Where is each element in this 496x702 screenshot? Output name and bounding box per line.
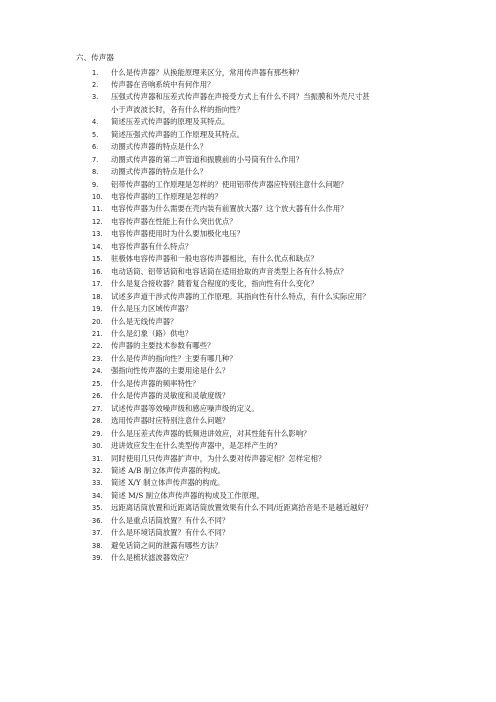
question-text-line: 电动话筒、铝带话筒和电容话筒在适用拾取的声音类型上各有什么特点？ [111, 266, 348, 276]
question-text-line: 简述压强式传声器的工作原理及其特点。 [111, 129, 245, 139]
question-number: 17. [92, 280, 103, 289]
question-item [92, 154, 432, 166]
question-number: 9. [92, 180, 99, 189]
question-item [92, 440, 432, 452]
question-text [111, 67, 432, 79]
question-text [111, 203, 432, 215]
question-number: 39. [92, 554, 103, 563]
question-item [92, 415, 432, 427]
question-number: 13. [92, 230, 103, 239]
question-text [111, 166, 432, 178]
question-number: 8. [92, 168, 99, 177]
question-text [111, 353, 432, 365]
question-text [111, 527, 432, 539]
question-text-line: 什么是重点话筒放置？有什么不同？ [111, 515, 230, 525]
question-text [111, 453, 432, 465]
question-text [111, 241, 432, 253]
question-number: 26. [92, 392, 103, 401]
question-text-line: 电容传声器在性能上有什么突出优点？ [111, 216, 237, 226]
question-item [92, 527, 432, 539]
question-number: 35. [92, 504, 103, 513]
question-text [111, 502, 432, 514]
question-text [111, 540, 432, 552]
question-number: 6. [92, 143, 99, 152]
question-text [111, 278, 432, 290]
question-text [111, 179, 432, 191]
question-text [111, 477, 432, 489]
question-text [111, 465, 432, 477]
question-text [111, 415, 432, 427]
question-number: 3. [92, 93, 99, 102]
question-text [111, 378, 432, 390]
question-item [92, 365, 432, 377]
question-number: 30. [92, 442, 103, 451]
question-text [111, 403, 432, 415]
section-title: 六、传声器 [76, 53, 114, 62]
question-number: 1. [92, 68, 99, 77]
question-item [92, 166, 432, 178]
question-text-line: 简述 X/Y 制立体声传声器的构成。 [111, 478, 225, 488]
question-text [111, 490, 432, 502]
question-text [111, 390, 432, 402]
question-text-line: 远距离话筒放置和近距离话筒放置效果有什么不同/近距离拾音是不是越近越好？ [111, 503, 373, 513]
question-number: 36. [92, 516, 103, 525]
question-item [92, 191, 432, 203]
question-number: 23. [92, 354, 103, 363]
question-item [92, 390, 432, 402]
question-text-line: 电容传声器为什么需要在壳内装有前置放大器？这个放大器有什么作用？ [111, 204, 348, 214]
question-number: 2. [92, 80, 99, 89]
question-text [111, 328, 432, 340]
question-number: 5. [92, 130, 99, 139]
question-text [111, 365, 432, 377]
question-text [111, 191, 432, 203]
question-number: 20. [92, 317, 103, 326]
question-item [92, 552, 432, 564]
question-item [92, 465, 432, 477]
question-text-line: 电容传声器使用时为什么要加极化电压？ [111, 229, 245, 239]
question-item [92, 453, 432, 465]
question-number: 29. [92, 429, 103, 438]
question-text-line: 选用传声器时应特别注意什么问题？ [111, 416, 230, 426]
question-text [111, 91, 432, 116]
question-text-line: 驻极体电容传声器和一般电容传声器相比，有什么优点和缺点？ [111, 254, 318, 264]
question-number: 15. [92, 255, 103, 264]
question-text-line: 什么是幻象（路）供电？ [111, 329, 193, 339]
question-number: 32. [92, 467, 103, 475]
question-number: 33. [92, 479, 103, 488]
question-text-line: 简述 A/B 制立体声传声器的构成。 [111, 466, 226, 475]
question-text-line: 什么是压力区域传声器？ [111, 304, 193, 314]
question-item [92, 378, 432, 390]
question-number: 38. [92, 541, 103, 550]
question-item [92, 116, 432, 128]
question-number: 34. [92, 491, 103, 500]
question-text [111, 440, 432, 452]
question-text-line: 动圈式传声器的特点是什么？ [111, 167, 208, 177]
question-text [111, 552, 432, 564]
question-text-line: 什么是复合接收器？随着复合程度的变化，指向性有什么变化？ [111, 279, 318, 289]
question-text [111, 116, 432, 128]
question-text [111, 303, 432, 315]
question-number: 16. [92, 267, 103, 276]
question-item [92, 216, 432, 228]
question-text-line: 电容传声器有什么特点？ [111, 241, 193, 251]
question-number: 25. [92, 379, 103, 388]
question-number: 12. [92, 217, 103, 226]
question-item [92, 291, 432, 303]
question-text-line: 什么是环境话筒放置？有什么不同？ [111, 528, 230, 538]
question-text-line: 试述多声道干涉式传声器的工作原理。其指向性有什么特点，有什么实际应用？ [111, 291, 370, 301]
question-text-line: 小于声波波长时，各有什么样的指向性？ [111, 104, 245, 114]
question-text [111, 141, 432, 153]
question-number: 24. [92, 367, 103, 376]
question-text [111, 228, 432, 240]
question-text [111, 316, 432, 328]
question-item [92, 179, 432, 191]
question-item [92, 328, 432, 340]
question-text-line: 简述压差式传声器的原理及其特点。 [111, 117, 230, 127]
question-number: 11. [92, 205, 103, 214]
question-item [92, 428, 432, 440]
question-text-line: 什么是传声器的灵敏度和灵敏度级？ [111, 391, 230, 401]
question-text [111, 340, 432, 352]
question-text [111, 428, 432, 440]
question-text-line: 什么是无线传声器？ [111, 316, 178, 326]
question-item [92, 502, 432, 514]
question-number: 28. [92, 417, 103, 426]
question-number: 22. [92, 342, 103, 351]
question-item [92, 303, 432, 315]
question-text [111, 79, 432, 91]
question-text-line: 传声器在音响系统中有何作用？ [111, 79, 215, 89]
question-item [92, 253, 432, 265]
question-text [111, 129, 432, 141]
question-item [92, 403, 432, 415]
question-item [92, 241, 432, 253]
question-item [92, 129, 432, 141]
question-text-line: 动圈式传声器的特点是什么？ [111, 142, 208, 152]
question-text [111, 154, 432, 166]
question-item [92, 79, 432, 91]
question-number: 37. [92, 529, 103, 538]
question-item [92, 141, 432, 153]
question-number: 27. [92, 404, 103, 413]
question-list [92, 67, 432, 565]
question-text-line: 什么是传声的指向性？主要有哪几种？ [111, 353, 237, 363]
question-text [111, 266, 432, 278]
question-item [92, 540, 432, 552]
question-text-line: 什么是梳状滤波器效应？ [111, 553, 193, 563]
question-item [92, 340, 432, 352]
question-text-line: 动圈式传声器的第二声管道和振膜前的小号筒有什么作用？ [111, 154, 304, 164]
question-text-line: 铝带传声器的工作原理是怎样的？使用铝带传声器应特别注意什么问题？ [111, 179, 348, 189]
question-text [111, 216, 432, 228]
question-number: 19. [92, 305, 103, 314]
question-number: 21. [92, 330, 103, 339]
question-item [92, 67, 432, 79]
question-text-line: 传声器的主要技术参数有哪些？ [111, 341, 215, 351]
question-text-line: 压强式传声器和压差式传声器在声接受方式上有什么不同？当振膜和外壳尺寸甚 [111, 92, 370, 102]
question-number: 4. [92, 118, 99, 127]
question-number: 31. [92, 454, 103, 463]
question-item [92, 477, 432, 489]
question-number: 10. [92, 193, 103, 202]
question-item [92, 278, 432, 290]
question-text-line: 简述 M/S 制立体声传声器的构成及工作原理。 [111, 490, 264, 500]
question-number: 14. [92, 242, 103, 251]
question-item [92, 490, 432, 502]
question-item [92, 91, 432, 116]
question-text-line: 强指向性传声器的主要用途是什么？ [111, 366, 230, 376]
question-item [92, 353, 432, 365]
question-text [111, 515, 432, 527]
question-text-line: 什么是传声器的频率特性？ [111, 378, 200, 388]
question-item [92, 515, 432, 527]
question-text-line: 同时使用几只传声器扩声中，为什么要对传声器定相？怎样定相？ [111, 453, 326, 463]
question-text-line: 进讲效应发生在什么类型传声器中，是怎样产生的？ [111, 441, 281, 451]
question-text [111, 291, 432, 303]
question-text-line: 电容传声器的工作原理是怎样的？ [111, 192, 222, 202]
question-text-line: 试述传声器等效噪声级和感应噪声级的定义。 [111, 403, 259, 413]
question-item [92, 203, 432, 215]
question-number: 18. [92, 292, 103, 301]
question-number: 7. [92, 155, 99, 164]
question-item [92, 316, 432, 328]
question-text-line: 什么是压差式传声器的低频进讲效应，对其性能有什么影响？ [111, 428, 311, 438]
question-item [92, 266, 432, 278]
question-text-line: 避免话筒之间的泄露有哪些方法？ [111, 540, 222, 550]
question-text-line: 什么是传声器？从换能原理来区分，常用传声器有那些种？ [111, 67, 304, 77]
question-text [111, 253, 432, 265]
question-item [92, 228, 432, 240]
